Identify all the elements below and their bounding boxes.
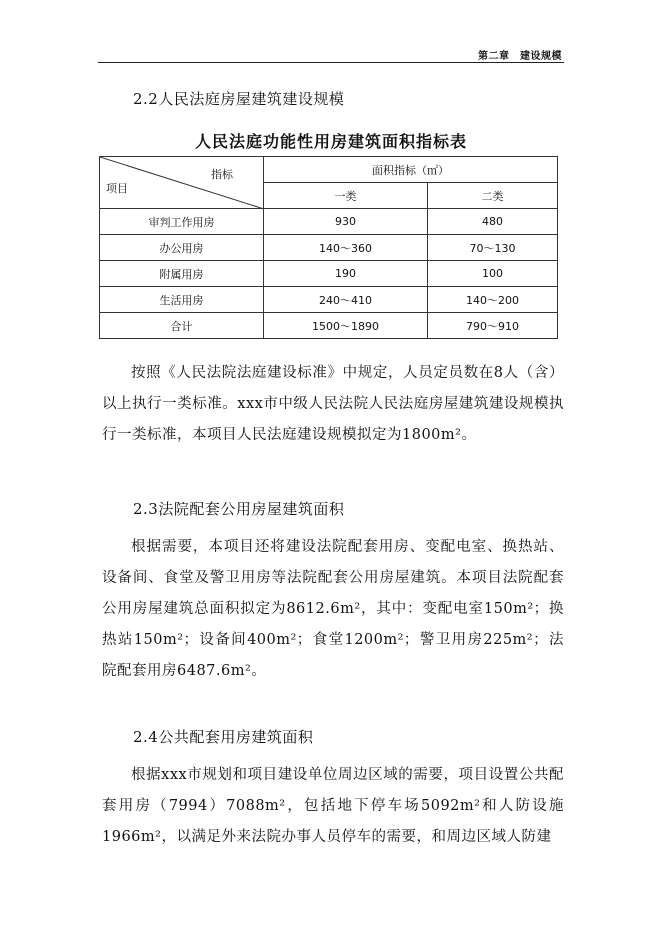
section-2-3-heading: 2.3法院配套公用房屋建筑面积: [133, 500, 345, 518]
row-item: 办公用房: [100, 235, 264, 261]
paragraph-ancillary-buildings: 根据需要，本项目还将建设法院配套用房、变配电室、换热站、设备间、食堂及警卫用房等法院配套公用房屋建筑。本项目法院配套公用房屋建筑总面积拟定为8612.6m²，其中：变配电室150m²；换热站150m²；设备间400m²；食堂1200m²；警卫用房225m²；法院配套用房6487.6m²。: [102, 539, 564, 679]
row-class2: 140～200: [428, 287, 558, 313]
row-item: 附属用房: [100, 261, 264, 287]
col-header-class2: 二类: [428, 183, 558, 209]
row-class2: 790～910: [428, 313, 558, 339]
table-row: [100, 209, 558, 235]
row-class1: 1500～1890: [264, 313, 428, 339]
table-row: [100, 235, 558, 261]
table-row: [100, 261, 558, 287]
col-header-class1: 一类: [264, 183, 428, 209]
row-class2: 70～130: [428, 235, 558, 261]
row-item: 生活用房: [100, 287, 264, 313]
area-index-table: [99, 156, 558, 339]
row-class1: 930: [264, 209, 428, 235]
running-header: 第二章 建设规模: [478, 51, 562, 62]
corner-label-index: 指标: [211, 168, 233, 181]
row-item: 审判工作用房: [100, 209, 264, 235]
group-header: 面积指标（㎡）: [264, 157, 558, 183]
paragraph-public-facilities: 根据xxx市规划和项目建设单位周边区域的需要，项目设置公共配套用房（7994）7088m²，包括地下停车场5092m²和人防设施1966m²，以满足外来法院办事人员停车的需要，和周边区域人防建: [102, 767, 564, 845]
table-corner-cell: [100, 157, 264, 209]
row-class1: 140～360: [264, 235, 428, 261]
header-rule: [98, 62, 564, 63]
table-row-total: [100, 313, 558, 339]
row-class2: 100: [428, 261, 558, 287]
section-2-4-heading: 2.4公共配套用房建筑面积: [133, 728, 314, 746]
row-item: 合计: [100, 313, 264, 339]
corner-label-item: 项目: [106, 182, 128, 195]
table-title: 人民法庭功能性用房建筑面积指标表: [194, 132, 467, 151]
table-row: [100, 287, 558, 313]
row-class1: 190: [264, 261, 428, 287]
paragraph-court-standard: 按照《人民法院法庭建设标准》中规定，人员定员数在8人（含）以上执行一类标准。xxx市中级人民法院人民法庭房屋建筑建设规模执行一类标准，本项目人民法庭建设规模拟定为1800m²。: [102, 365, 564, 443]
section-2-2-heading: 2.2人民法庭房屋建筑建设规模: [133, 90, 345, 108]
row-class1: 240～410: [264, 287, 428, 313]
row-class2: 480: [428, 209, 558, 235]
